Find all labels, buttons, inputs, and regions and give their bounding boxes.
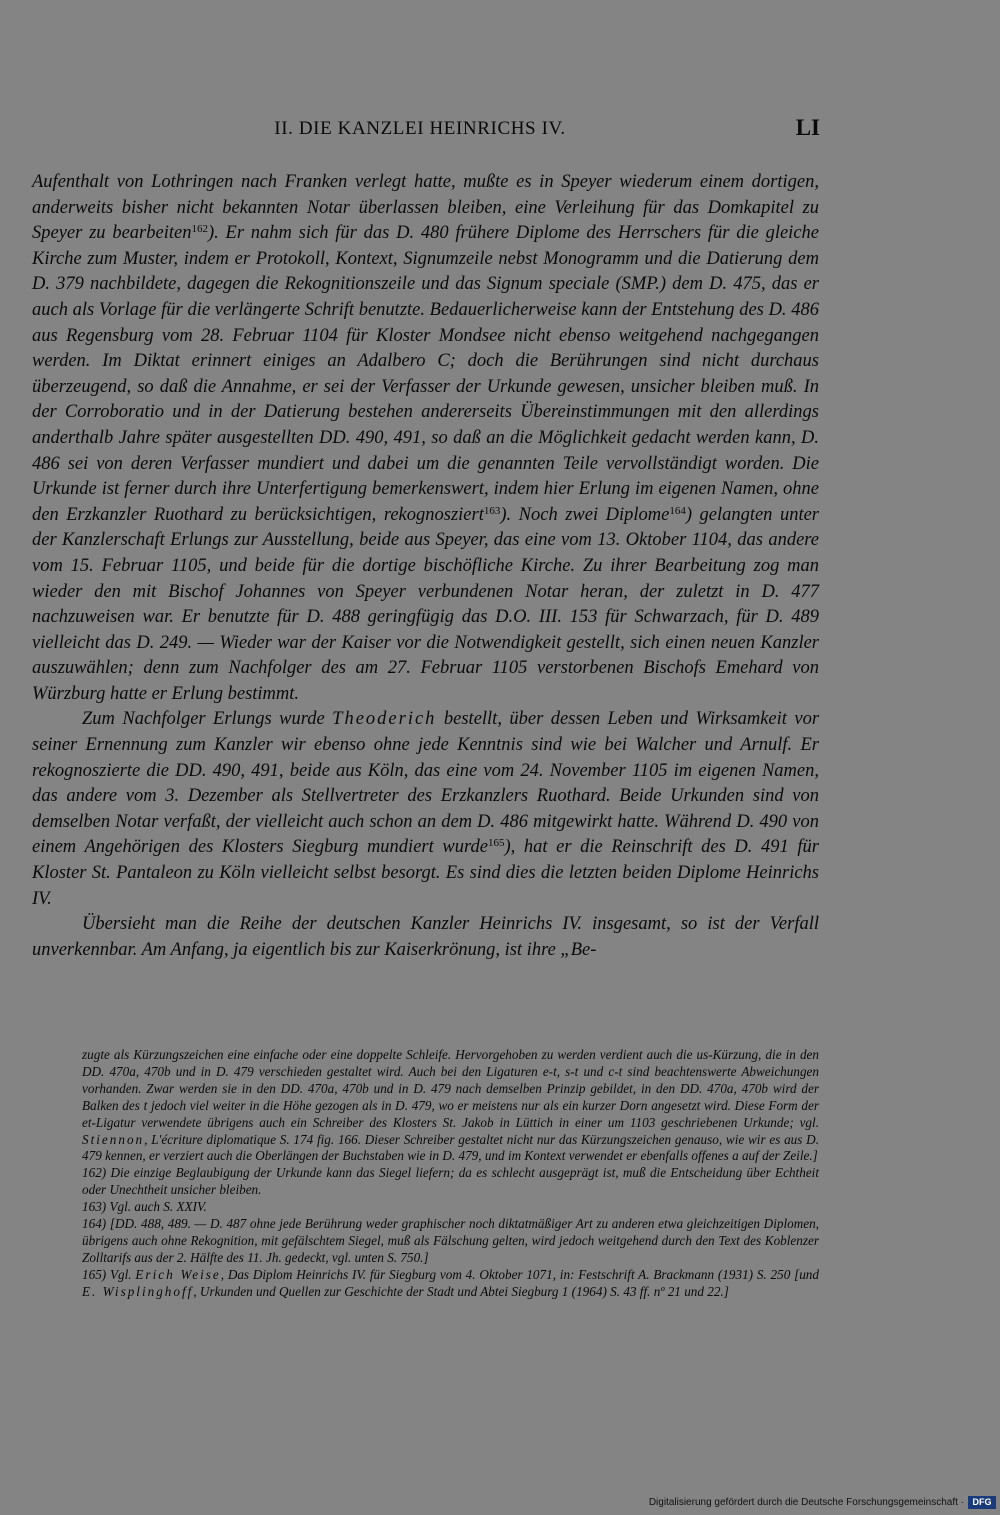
footnote-163: 163) Vgl. auch S. XXIV.: [82, 1199, 207, 1215]
running-header: II. DIE KANZLEI HEINRICHS IV.: [274, 118, 566, 139]
footnote-165: 165) Vgl. Erich Weise, Das Diplom Heinrichs IV. für Siegburg vom 4. Oktober 1071, in: Festschrift A. Brackmann (1931) S. 250 [und E. Wisplinghoff, Urkunden und Quellen zur Geschichte der Stadt und Abtei Siegburg 1 (1964) S. 43 ff. nº 21 und 22.]: [82, 1266, 819, 1299]
name-theoderich: Theoderich: [332, 709, 437, 730]
footnotes: [82, 1047, 819, 1301]
page-number: LI: [795, 115, 820, 140]
footnote-162: 162) Die einzige Beglaubigung der Urkunde kann das Siegel liefern; da es schlecht ausgeprägt ist, muß die Entscheidung über Echtheit oder Unechtheit unsicher bleiben.: [82, 1165, 819, 1198]
footnote-ref-162[interactable]: 162: [191, 223, 208, 236]
footnote-continuation: zugte als Kürzungszeichen eine einfache oder eine doppelte Schleife. Hervorgehoben zu werden verdient auch die us-Kürzung, die in den DD. 470a, 470b und in D. 479 verschieden gestaltet wird. Auch bei den Ligaturen e-t, s-t und c-t sind beachtenswerte Abweichungen vorhanden. Zwar werden sie in den DD. 470a, 470b und in D. 479 nach demselben Prinzip gebildet, in den DD. 470a, 470b wird der Balken des t jedoch viel weiter in die Höhe gezogen als in D. 479, wo er meistens nur als ein kurzer Dorn angesetzt wird. Diese Form der et-Ligatur verwendete übrigens auch ein Schreiber des Klosters St. Jakob in Lüttich in einer um 1103 geschriebenen Urkunde; vgl. Stiennon, L'écriture diplomatique S. 174 fig. 166. Dieser Schreiber gestaltet nicht nur das Kürzungszeichen genauso, wie wir es aus D. 479 kennen, er verziert auch die Oberlängen der Buchstaben wie in D. 479, und im Kontext verwendet er ebenfalls offenes a auf der Zeile.]: [82, 1047, 819, 1164]
paragraph-3: Übersieht man die Reihe der deutschen Kanzler Heinrichs IV. insgesamt, so ist der Verfall unverkennbar. Am Anfang, ja eigentlich bis zur Kaiserkrönung, ist ihre „Be-: [32, 914, 819, 960]
footnote-ref-165[interactable]: 165: [487, 837, 505, 850]
footnote-ref-164[interactable]: 164: [669, 504, 686, 517]
funding-credit: Digitalisierung gefördert durch die Deutsche Forschungsgemeinschaft ·: [648, 1497, 964, 1508]
paragraph-1: Aufenthalt von Lothringen nach Franken verlegt hatte, mußte es in Speyer wiederum einem dortigen, anderweits bisher nicht bekannten Notar überlassen bleiben, eine Verleihung für das Domkapitel zu Speyer zu bearbeiten$^{162}$). Er nahm sich für das D. 480 frühere Diplome des Herrschers für die gleiche Kirche zum Muster, indem er Protokoll, Kontext, Signumzeile nebst Monogramm und die Datierung dem D. 379 nachbildete, dagegen die Rekognitionszeile und das Signum speciale (SMP.) dem D. 475, das er auch als Vorlage für die verlängerte Schrift benutzte. Bedauerlicherweise kann der Entstehung des D. 486 aus Regensburg vom 28. Februar 1104 für Kloster Mondsee nicht ebenso weitgehend nachgegangen werden. Im Diktat erinnert einiges an Adalbero C; doch die Berührungen sind nicht durchaus überzeugend, so daß die Annahme, er sei der Verfasser der Urkunde gewesen, unsicher bleiben muß. In der Corroboratio und in der Datierung bestehen andererseits Übereinstimmungen mit den allerdings anderthalb Jahre später ausgestellten DD. 490, 491, so daß an die Möglichkeit gedacht werden kann, D. 486 sei von deren Verfasser mundiert und dabei um die genannten Teile vervollständigt worden. Die Urkunde ist ferner durch ihre Unterfertigung bemerkenswert, indem hier Erlung im eigenen Namen, ohne den Erzkanzler Ruothard zu berücksichtigen, rekognosziert$^{163}$). Noch zwei Diplome$^{164}$) gelangten unter der Kanzlerschaft Erlungs zur Ausstellung, beide aus Speyer, das eine vom 13. Oktober 1104, das andere vom 15. Februar 1105, und beide für die dortige bischöfliche Kirche. Zu ihrer Bearbeitung zog man wieder den mit Bischof Johannes von Speyer verbundenen Notar heran, der zuletzt in D. 477 nachzuweisen war. Er benutzte für D. 488 geringfügig das D.O. III. 153 für Schwarzach, für D. 489 vielleicht das D. 249. — Wieder war der Kaiser vor die Notwendigkeit gestellt, sich einen neuen Kanzler auszuwählen; denn zum Nachfolger des am 27. Februar 1105 verstorbenen Bischofs Emehard von Würzburg hatte er Erlung bestimmt.: [32, 172, 819, 704]
main-text: [32, 170, 819, 963]
footnote-ref-163[interactable]: 163: [483, 504, 501, 517]
paragraph-2: Zum Nachfolger Erlungs wurde Theoderich bestellt, über dessen Leben und Wirksamkeit vor seiner Ernennung zum Kanzler wir ebenso ohne jede Kenntnis sind wie bei Walcher und Arnulf. Er rekognoszierte die DD. 490, 491, beide aus Köln, das eine vom 24. November 1105 im eigenen Namen, das andere vom 3. Dezember als Stellvertreter des Erzkanzlers Ruothard. Beide Urkunden sind von demselben Notar verfaßt, der vielleicht auch schon an dem D. 486 mitgewirkt hatte. Während D. 490 von einem Angehörigen des Klosters Siegburg mundiert wurde$^{165}$), hat er die Reinschrift des D. 491 für Kloster St. Pantaleon zu Köln vielleicht selbst besorgt. Es sind dies die letzten beiden Diplome Heinrichs IV.: [32, 709, 820, 909]
footnote-164: 164) [DD. 488, 489. — D. 487 ohne jede Berührung weder graphischer noch diktatmäßiger Art zu anderen etwa gleichzeitigen Diplomen, übrigens auch ohne Rekognition, mit gefälschtem Siegel, muß als Fälschung gelten, wird jedoch weitgehend durch den Text des Koblenzer Zolltarifs aus der 2. Hälfte des 11. Jh. gedeckt, vgl. unten S. 750.]: [82, 1216, 819, 1265]
dfg-logo: DFG: [968, 1496, 996, 1509]
